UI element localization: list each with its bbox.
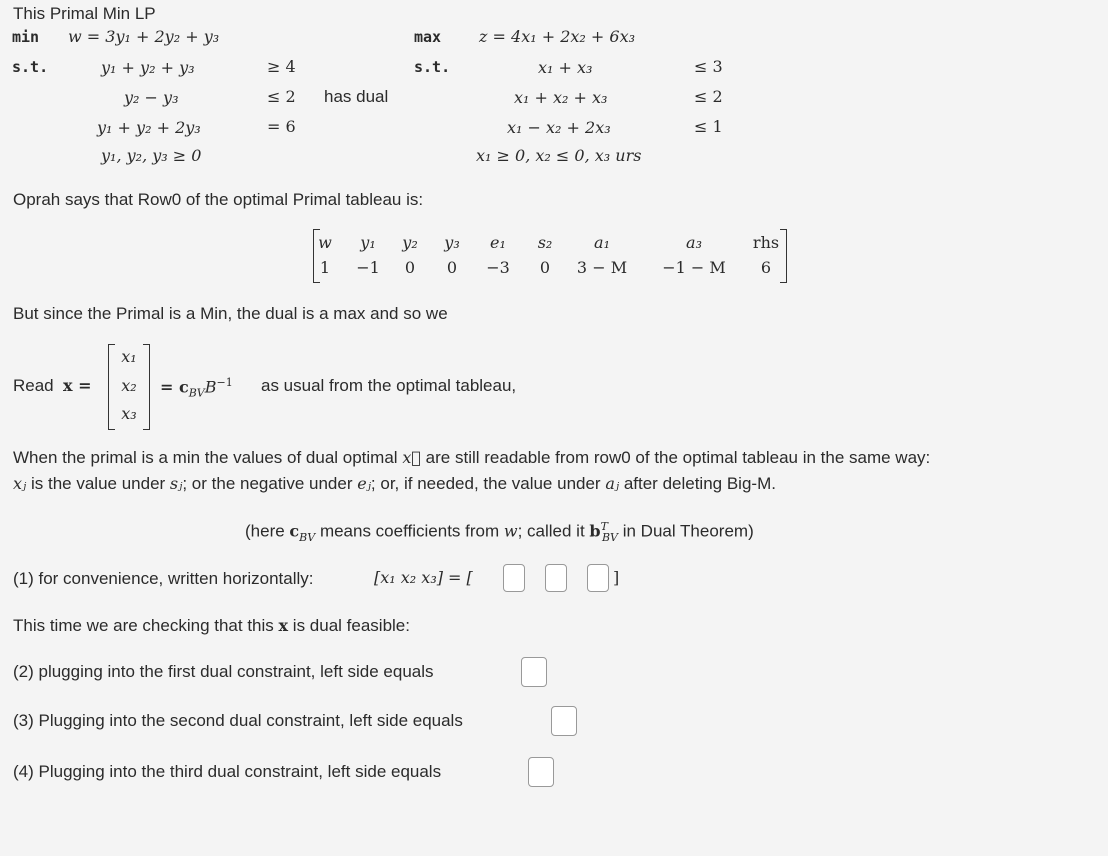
note-c: ; called it (517, 521, 585, 541)
x-vector-symbol: x⃗ (402, 448, 421, 467)
note-cbv: c (289, 521, 300, 541)
q3-label: (3) Plugging into the second dual constraint, left side equals (13, 711, 463, 730)
x-equals: x = (63, 376, 92, 395)
tableau-value: 0 (539, 258, 551, 277)
primal-constraint-1-rel: ≥ 4 (267, 57, 296, 76)
read-tail: as usual from the optimal tableau, (261, 376, 517, 395)
formula-sub: BV (188, 386, 205, 400)
ej-symbol: eⱼ (357, 474, 371, 493)
primal-objective: w = 3y₁ + 2y₂ + y₃ (68, 27, 220, 46)
vector-left-bracket (108, 344, 115, 430)
para-line2-a: is the value under (30, 474, 166, 493)
tableau-header: y₃ (444, 233, 460, 252)
explanation-line-1 (13, 448, 930, 468)
note-b-vector: b (589, 521, 601, 541)
q1-label: (1) for convenience, written horizontally: (13, 569, 314, 588)
but-since-text: But since the Primal is a Min, the dual is a max and so we (13, 304, 448, 323)
primal-constraint-3-lhs: y₁ + y₂ + 2y₃ (97, 118, 201, 137)
formula-b: B (204, 377, 217, 397)
dual-max-keyword: max (414, 28, 442, 46)
answer-x2-input[interactable] (545, 564, 567, 592)
primal-constraint-2-rel: ≤ 2 (267, 87, 296, 106)
note-b: means coefficients from (319, 521, 500, 541)
q2-label: (2) plugging into the first dual constraint, left side equals (13, 662, 434, 681)
x-vector (108, 344, 150, 428)
vector-entry: x₃ (121, 404, 137, 423)
primal-constraint-2-lhs: y₂ − y₃ (124, 88, 179, 107)
dual-constraint-1-rel: ≤ 3 (694, 57, 723, 76)
answer-q2-input[interactable] (521, 657, 547, 687)
primal-sign-constraint: y₁, y₂, y₃ ≥ 0 (101, 146, 202, 165)
check-x: x (278, 616, 289, 635)
row0-tableau (313, 229, 787, 281)
dual-constraint-2-lhs: x₁ + x₂ + x₃ (514, 88, 608, 107)
tableau-value: −1 (356, 258, 380, 277)
check-text: This time we are checking that this (13, 616, 274, 635)
tableau-header: rhs (752, 233, 780, 252)
note-cbv-sub: BV (299, 531, 316, 545)
dual-constraint-3-rel: ≤ 1 (694, 117, 723, 136)
vector-right-bracket (143, 344, 150, 430)
primal-constraint-3-rel: = 6 (267, 117, 296, 136)
q1-close-bracket: ] (613, 568, 620, 587)
primal-constraint-1-lhs: y₁ + y₂ + y₃ (101, 58, 195, 77)
vector-entry: x₂ (121, 376, 137, 395)
para-line2-c: ; or, if needed, the value under (370, 474, 601, 493)
tableau-value: −1 − M (662, 258, 726, 277)
tableau-value: 0 (446, 258, 458, 277)
tableau-header: s₂ (537, 233, 553, 252)
q1-vector-expression: [x₁ x₂ x₃] = [ (374, 568, 473, 587)
note-bt-sup: T (600, 520, 608, 533)
has-dual-label: has dual (324, 87, 389, 106)
aj-symbol: aⱼ (605, 474, 620, 493)
page-heading: This Primal Min LP (13, 4, 156, 23)
para-line1-b: are still readable from row0 of the optimal tableau in the same way: (425, 448, 931, 467)
formula-sup: −1 (216, 376, 233, 389)
tableau-value: 1 (319, 258, 331, 277)
note-w: w (503, 521, 518, 541)
tableau-header: w (318, 233, 332, 252)
dual-constraint-3-lhs: x₁ − x₂ + 2x₃ (507, 118, 611, 137)
tableau-value: 0 (404, 258, 416, 277)
dual-constraint-1-lhs: x₁ + x₃ (538, 58, 593, 77)
dual-objective: z = 4x₁ + 2x₂ + 6x₃ (479, 27, 636, 46)
xj-symbol: xⱼ (13, 474, 27, 493)
para-line2-d: after deleting Big-M. (623, 474, 776, 493)
q4-label: (4) Plugging into the third dual constraint, left side equals (13, 762, 442, 781)
primal-min-keyword: min (12, 28, 40, 46)
oprah-statement: Oprah says that Row0 of the optimal Primal tableau is: (13, 190, 424, 209)
dual-st-keyword: s.t. (414, 58, 451, 76)
tableau-value: 3 − M (576, 258, 628, 277)
tableau-header: y₁ (360, 233, 376, 252)
note-bt-sub: BV (601, 531, 618, 545)
note-d: in Dual Theorem) (622, 521, 754, 541)
tableau-header: a₃ (686, 233, 702, 252)
cbv-note (245, 520, 754, 544)
para-line2-b: ; or the negative under (182, 474, 353, 493)
vector-entry: x₁ (121, 347, 137, 366)
tableau-right-bracket (780, 229, 787, 283)
para-line1-a: When the primal is a min the values of dual optimal (13, 448, 398, 467)
tableau-value: −3 (486, 258, 510, 277)
tableau-header: e₁ (490, 233, 506, 252)
answer-x3-input[interactable] (587, 564, 609, 592)
answer-q3-input[interactable] (551, 706, 577, 736)
read-label: Read (13, 376, 54, 395)
tableau-header: y₂ (402, 233, 418, 252)
answer-q4-input[interactable] (528, 757, 554, 787)
formula-eq-c: = c (160, 377, 189, 397)
check-tail: is dual feasible: (292, 616, 410, 635)
primal-st-keyword: s.t. (12, 58, 49, 76)
tableau-value: 6 (760, 258, 772, 277)
note-a: (here (245, 521, 285, 541)
sj-symbol: sⱼ (169, 474, 183, 493)
tableau-header: a₁ (594, 233, 610, 252)
explanation-line-2 (13, 474, 776, 494)
answer-x1-input[interactable] (503, 564, 525, 592)
cbv-binv-formula (160, 376, 233, 400)
dual-constraint-2-rel: ≤ 2 (694, 87, 723, 106)
dual-feasible-check-text (13, 616, 410, 636)
dual-sign-constraint: x₁ ≥ 0, x₂ ≤ 0, x₃ urs (476, 146, 642, 165)
